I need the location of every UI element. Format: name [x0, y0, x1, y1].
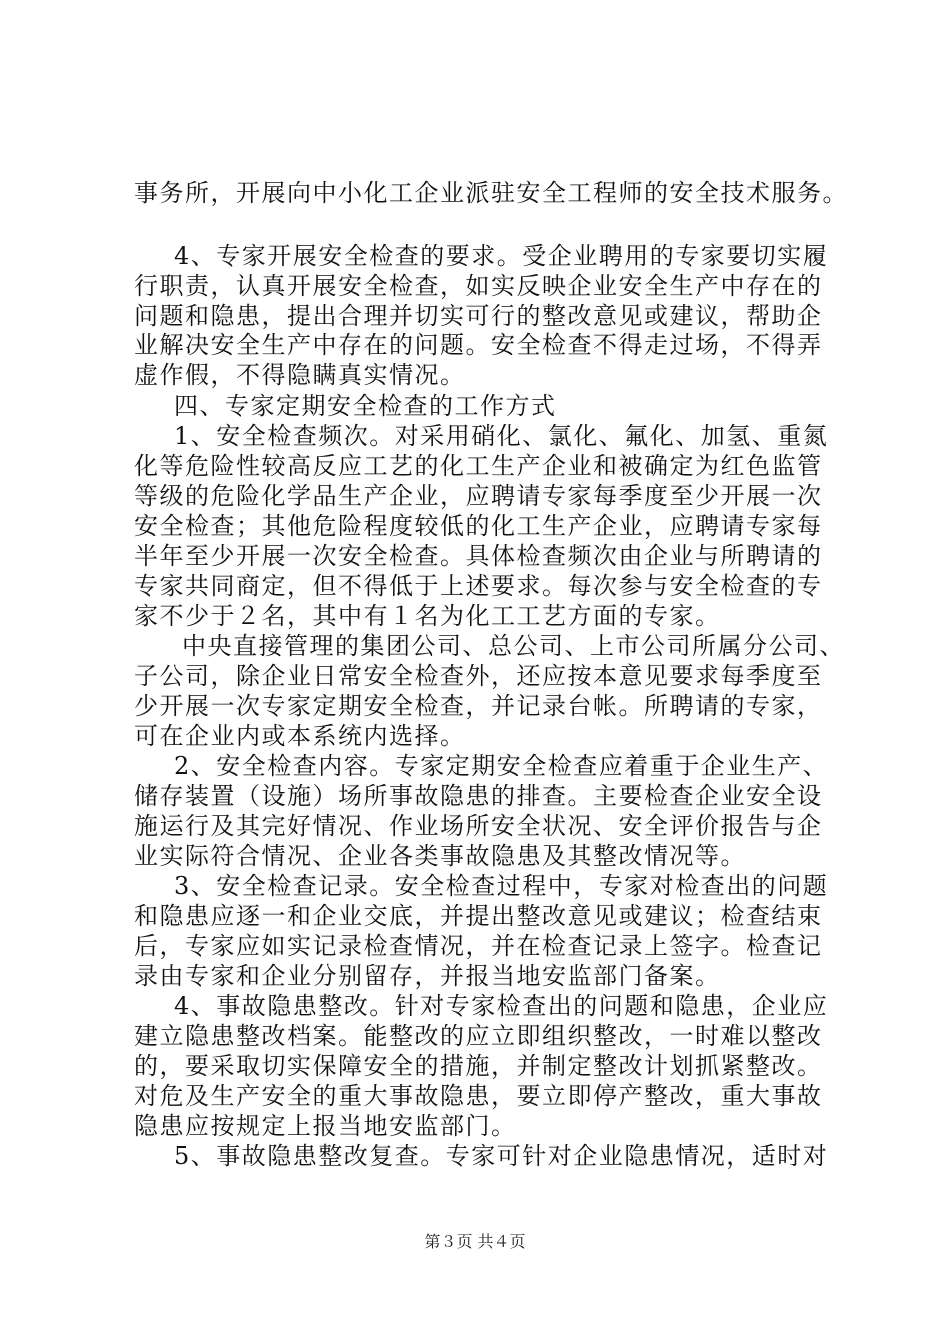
text-line: 行职责，认真开展安全检查，如实反映企业安全生产中存在的 — [134, 272, 823, 300]
text-line: 录由专家和企业分别留存，并报当地安监部门备案。 — [134, 962, 721, 990]
text-line: 专家共同商定，但不得低于上述要求。每次参与安全检查的专 — [134, 572, 823, 600]
text-line: 子公司，除企业日常安全检查外，还应按本意见要求每季度至 — [134, 662, 823, 690]
text-line: 储存装置（设施）场所事故隐患的排查。主要检查企业安全设 — [134, 782, 823, 810]
text-line: 中央直接管理的集团公司、总公司、上市公司所属分公司、 — [182, 632, 845, 660]
text-line: 5、事故隐患整改复查。专家可针对企业隐患情况，适时对 — [174, 1142, 829, 1170]
text-line: 虚作假，不得隐瞒真实情况。 — [134, 361, 466, 389]
text-line: 少开展一次专家定期安全检查，并记录台帐。所聘请的专家， — [134, 692, 823, 720]
text-line: 和隐患应逐一和企业交底，并提出整改意见或建议；检查结束 — [134, 902, 823, 930]
text-line: 3、安全检查记录。安全检查过程中，专家对检查出的问题 — [174, 872, 829, 900]
text-line: 1、安全检查频次。对采用硝化、氯化、氟化、加氢、重氮 — [174, 422, 829, 450]
text-line: 的，要采取切实保障安全的措施，并制定整改计划抓紧整改。 — [134, 1052, 823, 1080]
text-line: 对危及生产安全的重大事故隐患，要立即停产整改，重大事故 — [134, 1082, 823, 1110]
text-line: 安全检查；其他危险程度较低的化工生产企业，应聘请专家每 — [134, 512, 823, 540]
text-line: 可在企业内或本系统内选择。 — [134, 722, 466, 750]
page-footer: 第３页 共４页 — [424, 1232, 526, 1251]
text-line: 半年至少开展一次安全检查。具体检查频次由企业与所聘请的 — [134, 542, 823, 570]
text-line: 4、专家开展安全检查的要求。受企业聘用的专家要切实履 — [174, 242, 829, 270]
text-line: 事务所，开展向中小化工企业派驻安全工程师的安全技术服务。 — [134, 179, 848, 207]
text-line: 业实际符合情况、企业各类事故隐患及其整改情况等。 — [134, 842, 746, 870]
text-line: 业解决安全生产中存在的问题。安全检查不得走过场，不得弄 — [134, 331, 823, 359]
section-heading: 四、专家定期安全检查的工作方式 — [174, 392, 557, 420]
text-line: 2、安全检查内容。专家定期安全检查应着重于企业生产、 — [174, 752, 829, 780]
text-line: 等级的危险化学品生产企业，应聘请专家每季度至少开展一次 — [134, 482, 823, 510]
text-line: 隐患应按规定上报当地安监部门。 — [134, 1112, 517, 1140]
text-line: 后，专家应如实记录检查情况，并在检查记录上签字。检查记 — [134, 932, 823, 960]
text-line: 施运行及其完好情况、作业场所安全状况、安全评价报告与企 — [134, 812, 823, 840]
text-line: 家不少于２名，其中有１名为化工工艺方面的专家。 — [134, 602, 721, 630]
text-line: 4、事故隐患整改。针对专家检查出的问题和隐患，企业应 — [174, 992, 829, 1020]
text-line: 建立隐患整改档案。能整改的应立即组织整改，一时难以整改 — [134, 1022, 823, 1050]
text-line: 化等危险性较高反应工艺的化工生产企业和被确定为红色监管 — [134, 452, 823, 480]
text-line: 问题和隐患，提出合理并切实可行的整改意见或建议，帮助企 — [134, 302, 823, 330]
